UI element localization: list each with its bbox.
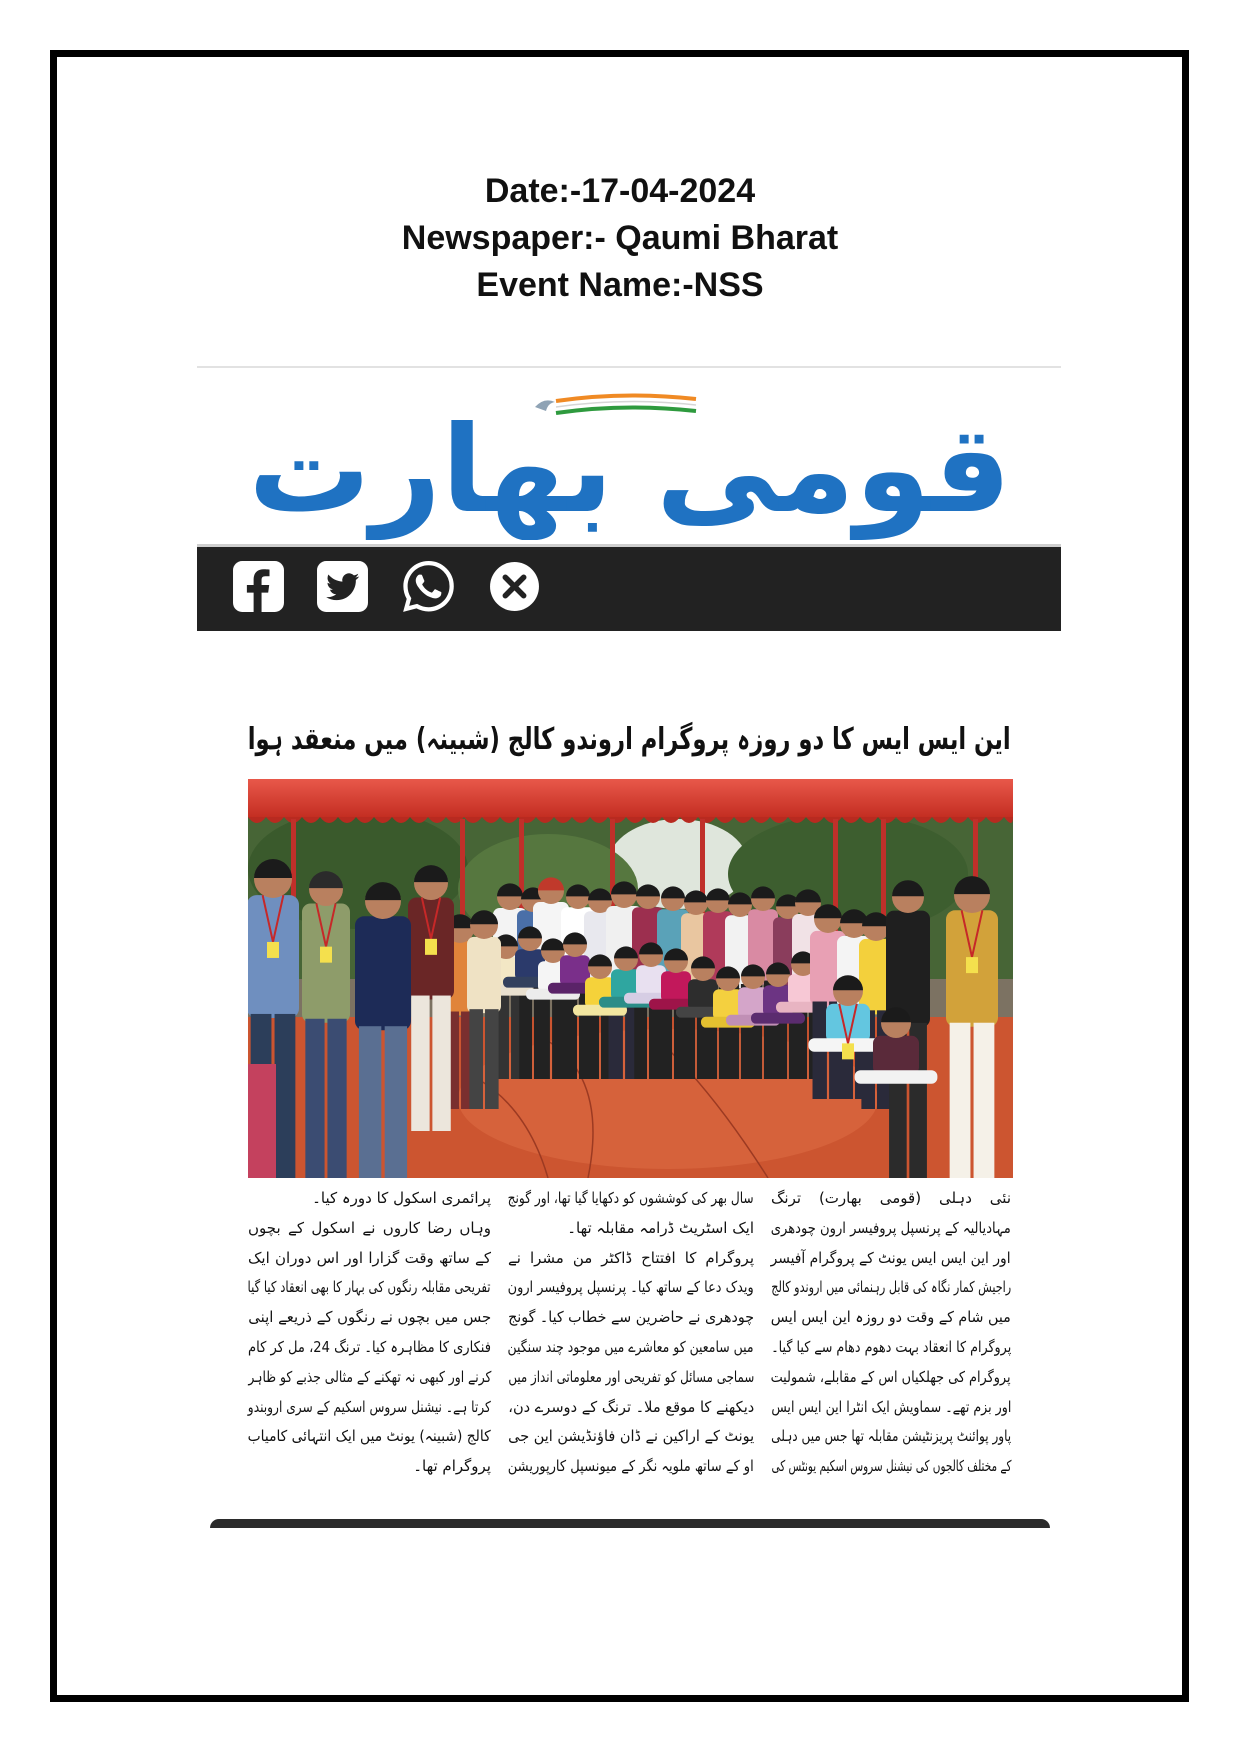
article-line-text: فنکاری کا مظاہرہ کیا۔ ترنگ 24، مل کر کام [248,1337,491,1356]
facebook-icon [232,560,285,613]
article-line-text: سال بھر کی کوششوں کو دکھایا گیا تھا، اور گونج [508,1189,754,1207]
article-line-text: سماجی مسائل کو تفریحی اور معلوماتی انداز میں [508,1367,754,1386]
headline-text: این ایس ایس کا دو روزہ پروگرام اروندو کالج (شبینہ) میں منعقد ہوا [248,722,1011,757]
person-shirt [826,1004,870,1043]
person-shirt [873,1036,919,1075]
article-line [508,1363,754,1393]
person-leg [411,996,429,1131]
share-bar [197,544,1061,631]
newspaper-label: Newspaper:- Qaumi Bharat [401,219,839,257]
article-line-text: میں شام کے وقت دو روزہ این ایس ایس [771,1308,1011,1327]
article-line-text: وہاں رضا کاروں نے اسکول کے بچوں [248,1218,491,1237]
person-shirt [355,916,411,1030]
article-line [508,1422,754,1452]
article-line [248,1273,491,1303]
article-line [771,1422,1011,1452]
article-line [771,1214,1011,1244]
article-line-text: پروگرام کا افتتاح ڈاکٹر من مشرا نے [508,1248,754,1267]
article-line-text: کے ساتھ وقت گزارا اور اس دوران ایک [248,1248,491,1267]
id-card [267,942,279,958]
article-column-3 [248,1184,491,1482]
article-line-text: او کے ساتھ ملویہ نگر کے میونسپل کارپوریشن [508,1457,754,1476]
article-line [248,1333,491,1363]
article-line [508,1303,754,1333]
article-line-text: کرنے اور کبھی نہ تھکنے کے مثالی جذبے کو ظاہر [248,1367,491,1386]
article-column-1 [771,1184,1011,1482]
article-line [508,1273,754,1303]
article-line-text: اور بزم تھے۔ سماویش ایک انٹرا این ایس ایس [771,1397,1011,1416]
article-line-text: راجیش کمار نگاہ کی قابل رہنمائی میں اروندو کالج [771,1278,1011,1297]
article-line [248,1214,491,1244]
clipping-info-header [0,168,1240,309]
close-icon [488,560,541,613]
article-line-text: کالج (شبینہ) یونٹ میں ایک انتہائی کامیاب [248,1427,491,1446]
twitter-icon [316,560,369,613]
id-card [425,939,437,955]
article-line [771,1273,1011,1303]
article-line-text: ویدک دعا کے ساتھ کیا۔ پرنسپل پروفیسر ارون [508,1278,754,1297]
person-leg [359,1026,381,1178]
article-line [248,1422,491,1452]
article-headline [248,712,1011,768]
clipping-top-divider [197,366,1061,368]
article-line-text: نئی دہلی (قومی بھارت) ترنگ [771,1189,1011,1207]
person-leg [485,1009,499,1109]
article-line [771,1244,1011,1274]
article-line [508,1452,754,1482]
article-line-text: کے مختلف کالجوں کی نیشنل سروس اسکیم یونٹس کی [771,1457,1011,1476]
article-line-text: چودھری نے حاضرین سے خطاب کیا۔ گونج [508,1308,754,1327]
article-line [508,1214,754,1244]
person-legs [751,1013,805,1024]
article-line-text: دیکھنے کا موقع ملا۔ ترنگ کے دوسرے دن، [508,1397,754,1416]
article-line-text: میں سامعین کو معاشرے میں موجود چند سنگین [508,1337,754,1356]
date-label: Date:-17-04-2024 [484,172,756,210]
article-line [771,1303,1011,1333]
article-line [248,1393,491,1423]
article-line-text: جس میں بچوں نے رنگوں کے ذریعے اپنی [248,1308,491,1327]
article-line [771,1184,1011,1214]
masthead-text: قومی بھارت [248,401,1011,540]
group-photo-image [248,779,1013,1178]
article-line [508,1244,754,1274]
person-shirt [467,937,501,1013]
id-card [966,957,978,973]
article-line [508,1393,754,1423]
person-shirt [302,903,350,1022]
article-line-text: اور این ایس ایس یونٹ کے پروگرام آفیسر [771,1248,1011,1267]
article-line-text: پروگرام کا انعقاد بہت دھوم دھام سے کیا گیا۔ [771,1337,1011,1356]
person-leg [950,1023,971,1178]
article-line-text: مہادیالیہ کے پرنسپل پروفیسر ارون چودھری [771,1218,1011,1237]
close-share-button[interactable] [488,560,541,613]
article-line-text: یونٹ کے اراکین نے ڈان فاؤنڈیشن این جی [508,1427,754,1446]
newspaper-masthead [248,401,1011,540]
person-leg [974,1023,995,1178]
article-line [248,1363,491,1393]
article-line [771,1333,1011,1363]
article-line [771,1363,1011,1393]
id-card [842,1043,854,1059]
article-line [771,1452,1011,1482]
whatsapp-icon [402,560,455,613]
article-line-text: پاور پوائنٹ پریزنٹیشن مقابلہ تھا جس میں دہلی [771,1427,1011,1446]
event-name-label: Event Name:-NSS [476,266,764,304]
article-line [248,1303,491,1333]
article-line [248,1452,491,1482]
clipping-bottom-edge [210,1519,1050,1528]
article-line [508,1184,754,1214]
group-photo [248,779,1013,1178]
article-line [248,1184,491,1214]
person-leg [432,996,450,1131]
article-line-text: تفریحی مقابلہ رنگوں کی بہار کا بھی انعقاد کیا گیا [248,1278,491,1297]
person-legs [855,1070,938,1084]
article-line [508,1333,754,1363]
article-line-text: کرتا ہے۔ نیشنل سروس اسکیم کے سری اروبندو [248,1397,491,1416]
person-shirt [661,971,691,1002]
facebook-share-button[interactable] [232,560,285,613]
article-line-text: پروگرام کی جھلکیاں اس کے مقابلے، شمولیت [771,1367,1011,1386]
tent-canopy [248,779,1013,817]
person-leg [305,1019,324,1178]
person-leg [275,1014,296,1178]
pink-dupatta [248,1064,276,1178]
article-line-text: ایک اسٹریٹ ڈرامہ مقابلہ تھا۔ [567,1218,754,1237]
twitter-share-button[interactable] [316,560,369,613]
article-line-text: پرائمری اسکول کا دورہ کیا۔ [312,1189,491,1207]
person-leg [469,1009,483,1109]
article-line [771,1393,1011,1423]
article-line [248,1244,491,1274]
article-line-text: پروگرام تھا۔ [413,1457,491,1476]
person-leg [327,1019,346,1178]
person-leg [385,1026,407,1178]
id-card [320,947,332,963]
article-column-2 [508,1184,754,1482]
whatsapp-share-button[interactable] [402,560,455,613]
